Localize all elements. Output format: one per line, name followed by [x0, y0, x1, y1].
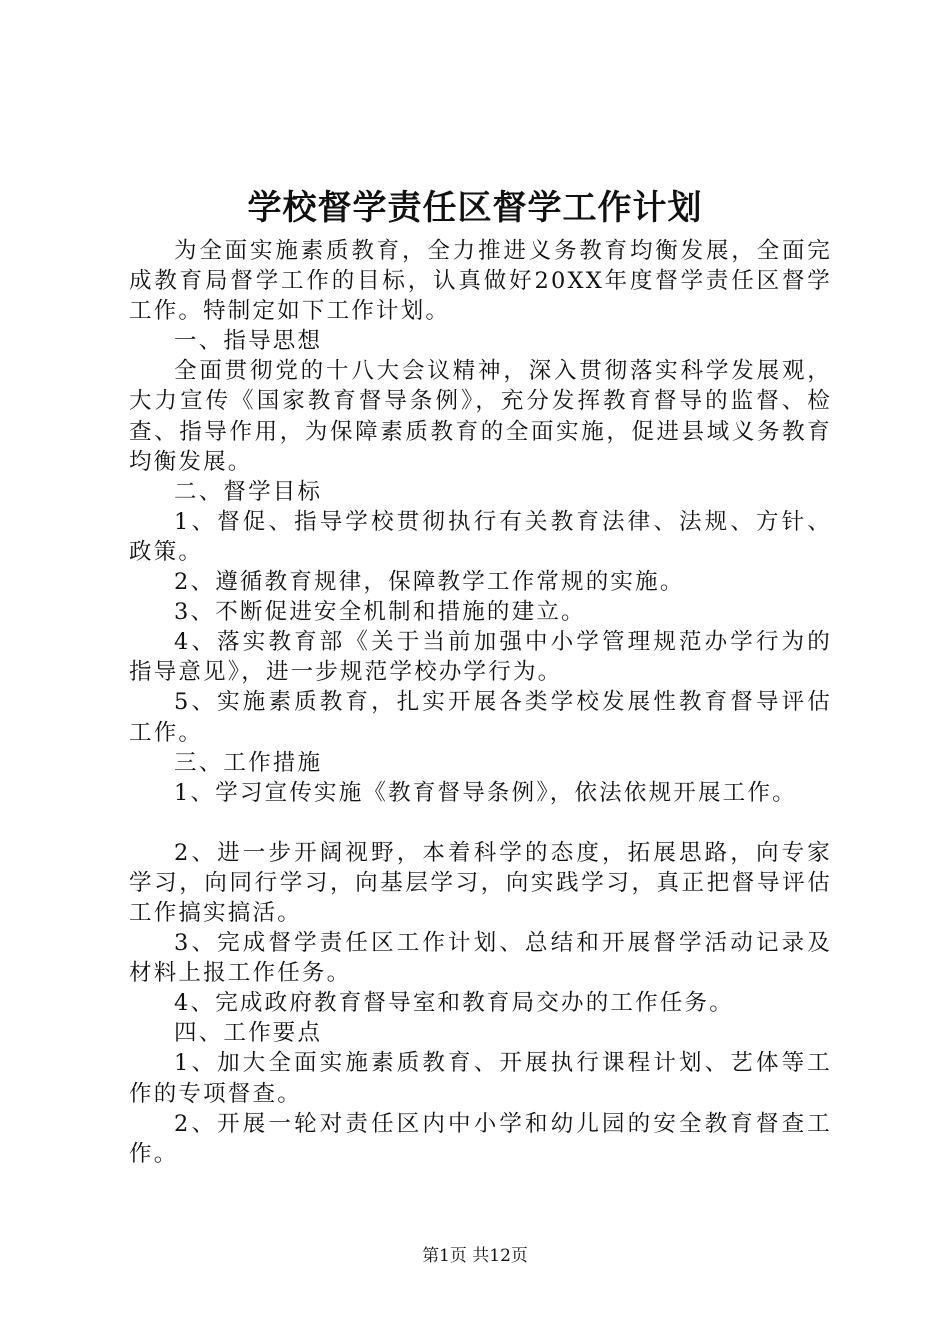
goal-item-1: 1、督促、指导学校贯彻执行有关教育法律、法规、方针、政策。	[129, 508, 832, 565]
goal-item-2: 2、遵循教育规律，保障教学工作常规的实施。	[174, 569, 685, 596]
section-heading-work-measures: 三、工作措施	[174, 749, 323, 776]
section-heading-supervision-goals: 二、督学目标	[174, 478, 323, 505]
work-point-item-1: 1、加大全面实施素质教育、开展执行课程计划、艺体等工作的专项督查。	[129, 1050, 832, 1107]
measure-item-1: 1、学习宣传实施《教育督导条例》，依法依规开展工作。	[174, 779, 797, 806]
goal-item-5: 5、实施素质教育，扎实开展各类学校发展性教育督导评估工作。	[129, 689, 832, 746]
section-heading-work-points: 四、工作要点	[174, 1020, 323, 1047]
intro-paragraph: 为全面实施素质教育，全力推进义务教育均衡发展，全面完成教育局督学工作的目标，认真做好20XX年度督学责任区督学工作。特制定如下工作计划。	[129, 238, 832, 325]
goal-item-3: 3、不断促进安全机制和措施的建立。	[174, 599, 586, 626]
measure-item-3: 3、完成督学责任区工作计划、总结和开展督学活动记录及材料上报工作任务。	[129, 930, 832, 987]
section-heading-guiding-ideology: 一、指导思想	[174, 328, 323, 355]
document-title: 学校督学责任区督学工作计划	[247, 188, 703, 228]
page-number-footer: 第1页 共12页	[422, 1246, 528, 1266]
document-body	[129, 236, 832, 1169]
guiding-ideology-paragraph: 全面贯彻党的十八大会议精神，深入贯彻落实科学发展观，大力宣传《国家教育督导条例》，充分发挥教育督导的监督、检查、指导作用，为保障素质教育的全面实施，促进县域义务教育均衡发展。	[129, 358, 832, 475]
measure-item-2: 2、进一步开阔视野，本着科学的态度，拓展思路，向专家学习，向同行学习，向基层学习，向实践学习，真正把督导评估工作搞实搞活。	[129, 839, 832, 926]
measure-item-4: 4、完成政府教育督导室和教育局交办的工作任务。	[174, 990, 734, 1017]
work-point-item-2: 2、开展一轮对责任区内中小学和幼儿园的安全教育督查工作。	[129, 1110, 832, 1167]
goal-item-4: 4、落实教育部《关于当前加强中小学管理规范办学行为的指导意见》，进一步规范学校办学行为。	[129, 629, 832, 686]
